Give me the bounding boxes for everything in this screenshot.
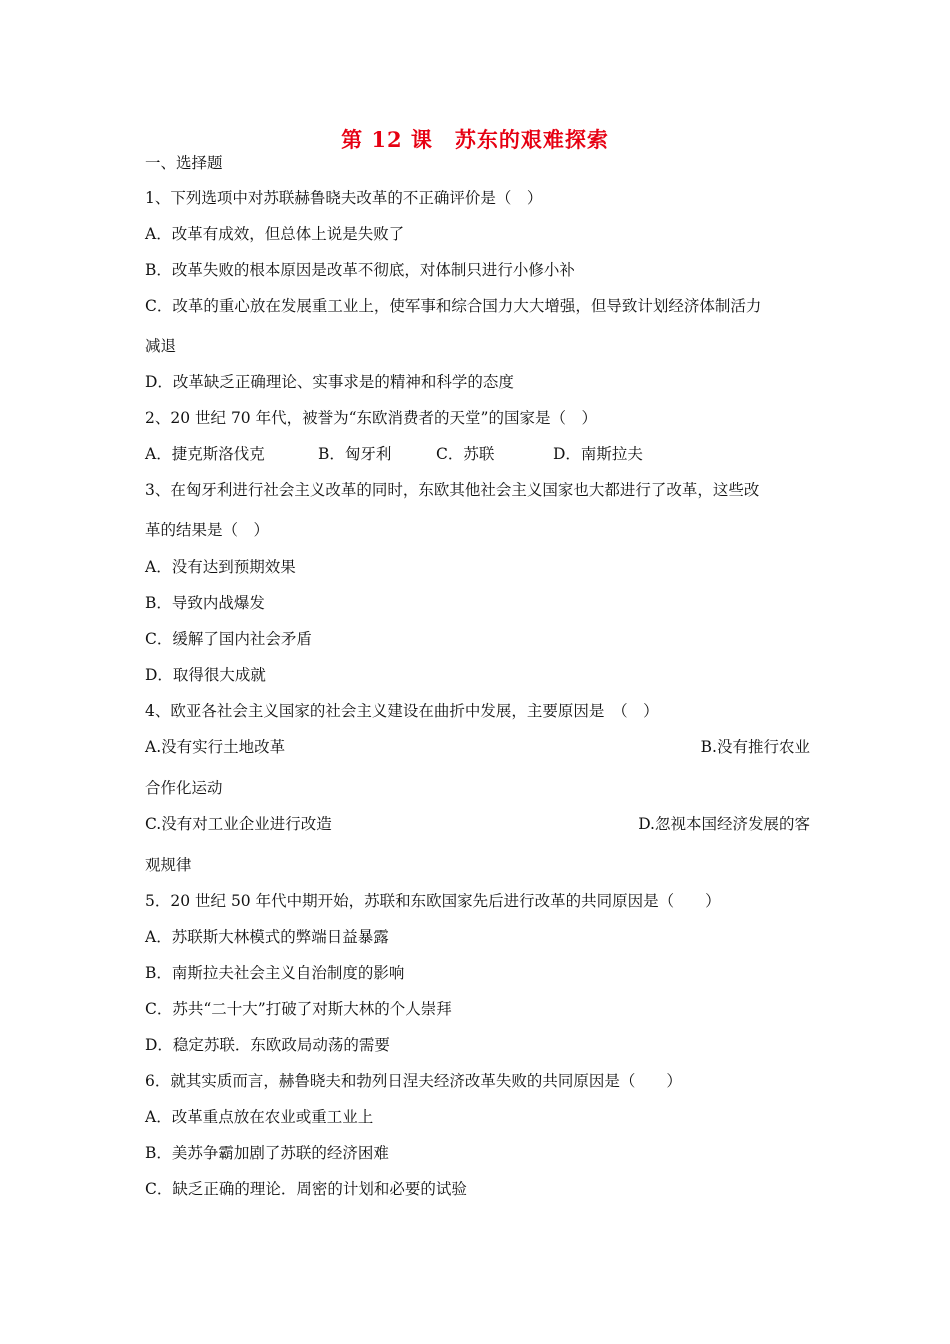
- question-3-option-b: B．导致内战爆发: [145, 594, 265, 612]
- question-6-option-b: B．美苏争霸加剧了苏联的经济困难: [145, 1144, 389, 1162]
- question-2-stem: 2、20 世纪 70 年代，被誉为“东欧消费者的天堂”的国家是（ ）: [145, 409, 597, 427]
- section-heading: 一、选择题: [145, 154, 223, 172]
- question-3-stem-continued: 革的结果是（ ）: [145, 521, 270, 539]
- question-2-option-a: A．捷克斯洛伐克: [145, 445, 265, 463]
- question-4-option-b: B.没有推行农业: [700, 738, 810, 756]
- question-1-option-a: A．改革有成效，但总体上说是失败了: [145, 225, 405, 243]
- question-2-option-d: D．南斯拉夫: [553, 445, 643, 463]
- question-2-options: [145, 442, 810, 466]
- question-2-option-b: B．匈牙利: [318, 445, 392, 463]
- question-3-option-d: D．取得很大成就: [145, 666, 266, 684]
- question-6-option-c: C．缺乏正确的理论．周密的计划和必要的试验: [145, 1180, 467, 1198]
- question-1-option-c-continued: 减退: [145, 337, 177, 355]
- question-5-option-c: C．苏共“二十大”打破了对斯大林的个人崇拜: [145, 1000, 452, 1018]
- question-5-option-a: A．苏联斯大林模式的弊端日益暴露: [145, 928, 389, 946]
- question-3-option-c: C．缓解了国内社会矛盾: [145, 630, 312, 648]
- question-4-option-d-continued: 观规律: [145, 856, 192, 874]
- question-1-option-d: D．改革缺乏正确理论、实事求是的精神和科学的态度: [145, 373, 514, 391]
- question-1-option-c: C．改革的重心放在发展重工业上，使军事和综合国力大大增强，但导致计划经济体制活力: [145, 297, 762, 315]
- question-4-option-d: D.忽视本国经济发展的客: [638, 815, 810, 833]
- question-5-stem: 5．20 世纪 50 年代中期开始，苏联和东欧国家先后进行改革的共同原因是（ ）: [145, 892, 721, 910]
- question-5-option-d: D．稳定苏联．东欧政局动荡的需要: [145, 1036, 390, 1054]
- question-5-option-b: B．南斯拉夫社会主义自治制度的影响: [145, 964, 405, 982]
- lesson-title: 第 12 课 苏东的艰难探索: [341, 127, 609, 152]
- question-4-option-c: C.没有对工业企业进行改造: [145, 815, 332, 833]
- question-1-option-b: B．改革失败的根本原因是改革不彻底，对体制只进行小修小补: [145, 261, 575, 279]
- question-3-stem: 3、在匈牙利进行社会主义改革的同时，东欧其他社会主义国家也大都进行了改革，这些改: [145, 481, 760, 499]
- question-4-option-a: A.没有实行土地改革: [145, 738, 286, 756]
- question-4-options-cd: [145, 812, 810, 836]
- question-4-option-b-continued: 合作化运动: [145, 779, 223, 797]
- question-4-options-ab: [145, 735, 810, 759]
- question-6-option-a: A．改革重点放在农业或重工业上: [145, 1108, 374, 1126]
- question-3-option-a: A．没有达到预期效果: [145, 558, 296, 576]
- question-4-stem: 4、欧亚各社会主义国家的社会主义建设在曲折中发展，主要原因是 （ ）: [145, 702, 659, 720]
- question-6-stem: 6．就其实质而言，赫鲁晓夫和勃列日涅夫经济改革失败的共同原因是（ ）: [145, 1072, 682, 1090]
- question-1-stem: 1、下列选项中对苏联赫鲁晓夫改革的不正确评价是（ ）: [145, 189, 543, 207]
- question-2-option-c: C．苏联: [436, 445, 495, 463]
